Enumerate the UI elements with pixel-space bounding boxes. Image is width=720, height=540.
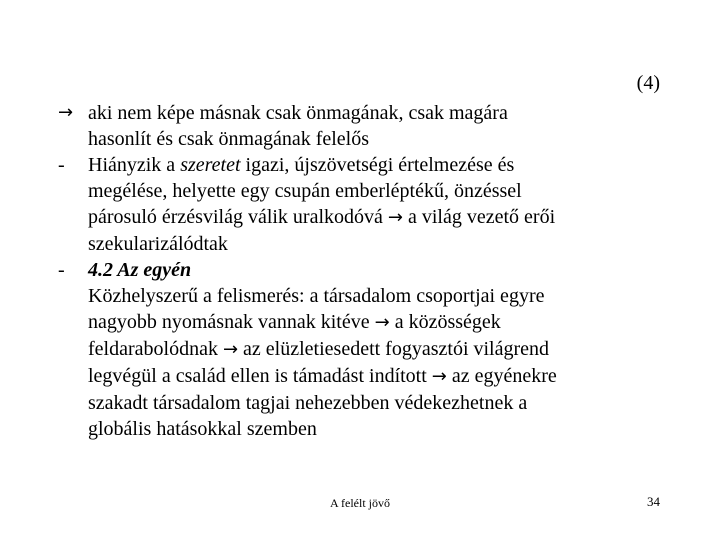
bullet-item-2 <box>58 152 668 257</box>
item3-line4-text-b: az egyénekre <box>446 365 557 387</box>
item2-line2: megélése, helyette egy csupán emberléptékű, önzéssel <box>88 180 522 202</box>
dash-marker: - <box>58 154 65 176</box>
dash-marker: - <box>58 259 65 281</box>
item2-line4: szekularizálódtak <box>88 233 228 255</box>
item3-line2-text-a: nagyobb nyomásnak vannak kitéve <box>88 311 375 333</box>
item2-line1-text-b: igazi, újszövetségi értelmezése és <box>240 154 515 176</box>
item3-line1: Közhelyszerű a felismerés: a társadalom csoportjai egyre <box>88 285 545 307</box>
item3-line3-text-b: az elüzletiesedett fogyasztói világrend <box>238 338 550 360</box>
item3-line3-text-a: feldarabolódnak <box>88 338 223 360</box>
item2-line3-text-b: a világ vezető erői <box>403 206 556 228</box>
item3-line2 <box>88 309 668 336</box>
section-heading: 4.2 Az egyén <box>88 259 192 281</box>
section-number: (4) <box>636 72 660 94</box>
item2-line1 <box>88 152 668 178</box>
arrow-icon: → <box>387 207 403 228</box>
item3-line4 <box>88 363 668 390</box>
footer-title: A felélt jövő <box>330 496 390 510</box>
arrow-icon: → <box>222 339 239 360</box>
slide-content <box>58 100 668 442</box>
item2-line3 <box>88 204 668 231</box>
arrow-icon: → <box>431 366 447 387</box>
item3-line6: globális hatásokkal szemben <box>88 418 317 440</box>
item3-line4-text-a: legvégül a család ellen is támadást indított <box>88 365 432 387</box>
bullet-item-1 <box>58 100 668 152</box>
arrow-icon: → <box>374 312 390 333</box>
emphasis-szeretet: szeretet <box>180 154 241 176</box>
slide-number: 34 <box>647 494 660 509</box>
item2-line1-text-a: Hiányzik a <box>88 154 181 176</box>
item2-line3-text-a: párosuló érzésvilág válik uralkodóvá <box>88 206 388 228</box>
item3-line3 <box>88 336 668 363</box>
item3-line2-text-b: a közösségek <box>389 311 501 333</box>
item1-line2: hasonlít és csak önmagának felelős <box>88 128 370 150</box>
arrow-icon: → <box>58 102 74 123</box>
item3-line5: szakadt társadalom tagjai nehezebben védekezhetnek a <box>88 392 528 414</box>
item1-line1: aki nem képe másnak csak önmagának, csak magára <box>88 102 508 124</box>
bullet-item-3 <box>58 257 668 442</box>
